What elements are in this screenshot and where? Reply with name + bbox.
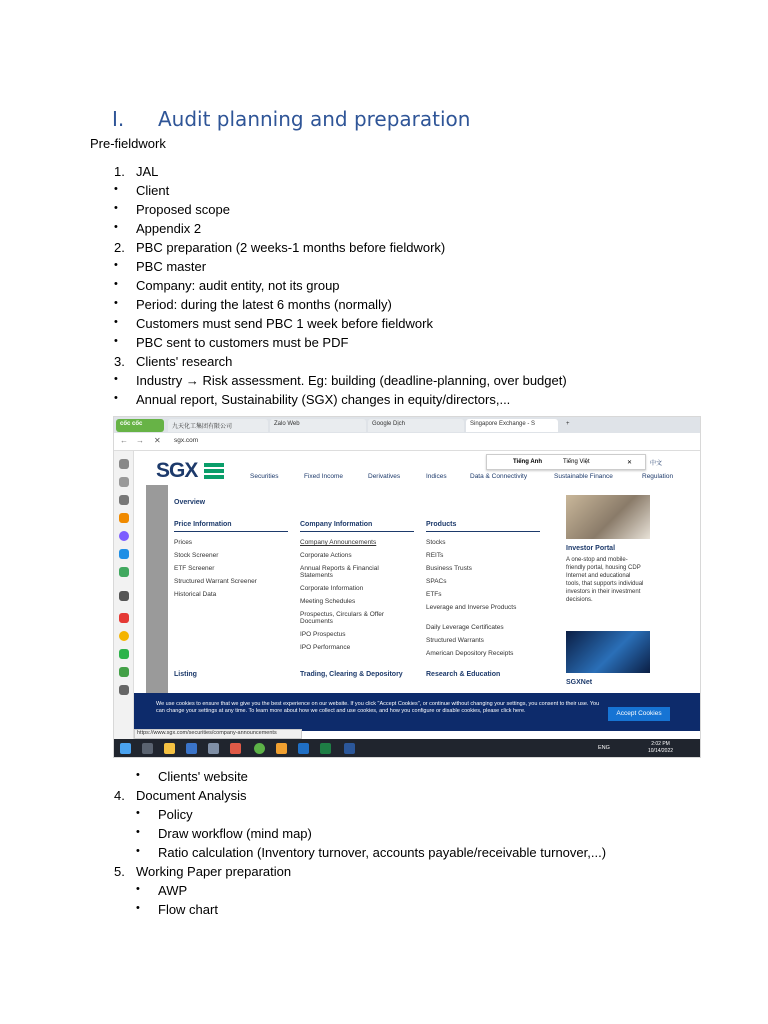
divider	[426, 531, 540, 532]
sgxnet-title[interactable]: SGXNet	[566, 679, 593, 686]
list-marker: •	[136, 807, 140, 819]
price-information-head[interactable]: Price Information	[174, 521, 232, 528]
word-icon[interactable]	[344, 743, 355, 754]
list-text: Appendix 2	[136, 221, 202, 236]
settings-icon[interactable]	[119, 459, 129, 469]
list-marker: •	[136, 769, 140, 781]
nav-indices[interactable]: Indices	[426, 473, 447, 480]
coin-icon[interactable]	[119, 631, 129, 641]
list-text: Period: during the latest 6 months (normally)	[136, 297, 392, 312]
history-icon[interactable]	[119, 477, 129, 487]
nav-fixed-income[interactable]: Fixed Income	[304, 473, 344, 480]
list-marker: •	[136, 883, 140, 895]
browser-tab-2[interactable]: Zalo Web	[270, 419, 366, 432]
list-marker: •	[114, 259, 118, 271]
overview-link[interactable]: Overview	[174, 499, 206, 506]
sgx-logo[interactable]: SGX	[156, 459, 198, 482]
list-marker: •	[114, 183, 118, 195]
products-link[interactable]: American Depository Receipts	[426, 650, 514, 657]
extension-icon[interactable]	[119, 649, 129, 659]
browser-tab-3[interactable]: Google Dịch	[368, 419, 464, 432]
products-link[interactable]: REITs	[426, 552, 444, 559]
notes-icon[interactable]	[119, 495, 129, 505]
app-icon-2[interactable]	[230, 743, 241, 754]
new-tab-icon[interactable]: +	[566, 421, 570, 427]
embedded-screenshot	[113, 416, 701, 758]
company-link[interactable]: Corporate Information	[300, 585, 364, 592]
price-link[interactable]: Historical Data	[174, 591, 217, 598]
list-marker: •	[136, 902, 140, 914]
list-text: Working Paper preparation	[136, 864, 292, 879]
list-text: PBC master	[136, 259, 207, 274]
lang-english[interactable]: Tiếng Anh	[513, 459, 542, 465]
list-marker: •	[136, 845, 140, 857]
list-marker: •	[114, 335, 118, 347]
browser-tab-1[interactable]: 九天化工集团有限公司	[168, 419, 268, 432]
list-marker: •	[114, 297, 118, 309]
nav-derivatives[interactable]: Derivatives	[368, 473, 401, 480]
company-link[interactable]: IPO Prospectus	[300, 631, 346, 638]
shopping-icon[interactable]	[119, 613, 129, 623]
products-link[interactable]: SPACs	[426, 578, 447, 585]
price-link[interactable]: Stock Screener	[174, 552, 219, 559]
list-text: Clients' research	[136, 354, 233, 369]
heading-title: Audit planning and preparation	[158, 107, 471, 131]
list-marker: 3.	[114, 354, 125, 369]
clock-time: 2:02 PM	[651, 741, 670, 747]
listing-head[interactable]: Listing	[174, 671, 197, 678]
nav-data[interactable]: Data & Connectivity	[470, 473, 528, 480]
divider	[300, 531, 414, 532]
teams-icon[interactable]	[186, 743, 197, 754]
accept-cookies-button[interactable]: Accept Cookies	[608, 707, 670, 721]
app-icon[interactable]	[208, 743, 219, 754]
taskbar-clock[interactable]	[648, 741, 673, 755]
messenger-icon[interactable]	[119, 531, 129, 541]
list-text: Client	[136, 183, 170, 198]
research-head[interactable]: Research & Education	[426, 671, 501, 678]
list-text: PBC sent to customers must be PDF	[136, 335, 349, 350]
excel-icon[interactable]	[320, 743, 331, 754]
outlook-icon[interactable]	[298, 743, 309, 754]
app-icon-3[interactable]	[276, 743, 287, 754]
company-link[interactable]: Corporate Actions	[300, 552, 352, 559]
url-text[interactable]: sgx.com	[174, 437, 199, 444]
sgx-logo-bars-icon	[204, 463, 224, 481]
add-icon[interactable]	[119, 591, 129, 601]
list-text: Proposed scope	[136, 202, 230, 217]
nav-sustainable[interactable]: Sustainable Finance	[554, 473, 613, 480]
forward-icon[interactable]: →	[136, 436, 144, 445]
windows-taskbar	[114, 739, 701, 758]
list-marker: 1.	[114, 164, 125, 179]
browser-tab-4[interactable]: Singapore Exchange - S	[466, 419, 558, 432]
list-text: Annual report, Sustainability (SGX) changes in equity/directors,...	[136, 392, 511, 407]
company-link[interactable]: Meeting Schedules	[300, 598, 356, 605]
list-marker: •	[114, 202, 118, 214]
list-marker: •	[114, 392, 118, 404]
crown-icon[interactable]	[119, 513, 129, 523]
list-marker: 2.	[114, 240, 125, 255]
list-marker: 4.	[114, 788, 125, 803]
close-translate-icon[interactable]: ✕	[627, 460, 633, 466]
list-text: Industry → Risk assessment. Eg: building (deadline-planning, over budget)	[136, 373, 567, 388]
company-link[interactable]: Company Announcements	[300, 539, 377, 546]
lang-vietnamese[interactable]: Tiếng Việt	[563, 459, 590, 465]
close-icon[interactable]: ✕	[154, 436, 161, 445]
browser-tabbar	[114, 417, 701, 433]
trading-head[interactable]: Trading, Clearing & Depository	[300, 671, 403, 678]
address-bar	[114, 433, 701, 451]
list-text: Company: audit entity, not its group	[136, 278, 340, 293]
company-link[interactable]: Annual Reports & Financial Statements	[300, 565, 379, 579]
list-text: Document Analysis	[136, 788, 247, 803]
products-link[interactable]: Structured Warrants	[426, 637, 484, 644]
list-text: PBC preparation (2 weeks-1 months before fieldwork)	[136, 240, 446, 255]
list-text: Ratio calculation (Inventory turnover, accounts payable/receivable turnover,...)	[158, 845, 607, 860]
company-link[interactable]: IPO Performance	[300, 644, 351, 651]
bell-icon[interactable]	[119, 685, 129, 695]
products-link[interactable]: Business Trusts	[426, 565, 472, 572]
list-text: Customers must send PBC 1 week before fieldwork	[136, 316, 433, 331]
section-heading	[112, 107, 470, 131]
list-text: Policy	[158, 807, 193, 822]
sgxnet-image[interactable]	[566, 631, 650, 673]
clock-date: 10/14/2022	[648, 748, 674, 754]
list-marker: •	[114, 373, 118, 385]
divider	[174, 531, 288, 532]
tray-lang[interactable]: ENG	[598, 745, 610, 751]
leaf-icon[interactable]	[119, 667, 129, 677]
investor-portal-desc: A one-stop and mobile-friendly portal, housing CDP Internet and educational tools, that supports individual investors in their investment decisions.	[566, 557, 644, 603]
price-link[interactable]: Structured Warrant Screener	[174, 578, 257, 585]
back-icon[interactable]: ←	[120, 436, 128, 445]
list-marker: •	[136, 826, 140, 838]
heading-number: I.	[112, 107, 125, 131]
list-marker: 5.	[114, 864, 125, 879]
company-information-head[interactable]: Company Information	[300, 521, 373, 528]
nav-regulation[interactable]: Regulation	[642, 473, 674, 480]
cookie-text: We use cookies to ensure that we give you the best experience on our website. If you click "Accept Cookies", or continue without changing your settings, you consent to their use. You can change your settings at any time. To learn more about how we collect and use cookies, and how you configure or disable cookies, please click here.	[156, 701, 600, 714]
list-text: Clients' website	[158, 769, 248, 784]
subheading: Pre-fieldwork	[90, 136, 166, 151]
search-icon[interactable]	[142, 743, 153, 754]
price-link[interactable]: ETF Screener	[174, 565, 215, 572]
coccoc-brand[interactable]: cốc cốc	[116, 419, 164, 432]
list-marker: •	[114, 278, 118, 290]
lang-chinese[interactable]: 中文	[650, 461, 663, 467]
products-link[interactable]: Daily Leverage Certificates	[426, 624, 504, 631]
products-link[interactable]: Leverage and Inverse Products	[426, 604, 517, 611]
products-link[interactable]: ETFs	[426, 591, 442, 598]
file-explorer-icon[interactable]	[164, 743, 175, 754]
list-text: Flow chart	[158, 902, 218, 917]
investor-portal-title[interactable]: Investor Portal	[566, 545, 616, 552]
translate-bar	[486, 454, 646, 470]
list-marker: •	[114, 221, 118, 233]
status-url: https://www.sgx.com/securities/company-announcements	[134, 729, 302, 739]
price-link[interactable]: Prices	[174, 539, 193, 546]
cookie-banner	[134, 693, 701, 731]
products-head[interactable]: Products	[426, 521, 457, 528]
company-link[interactable]: Prospectus, Circulars & Offer Documents	[300, 611, 385, 625]
zalo-icon[interactable]	[119, 549, 129, 559]
list-marker: •	[114, 316, 118, 328]
list-text: JAL	[136, 164, 159, 179]
game-icon[interactable]	[119, 567, 129, 577]
products-link[interactable]: Stocks	[426, 539, 446, 546]
windows-start-icon[interactable]	[120, 743, 131, 754]
browser-sidebar	[114, 451, 134, 739]
investor-portal-image[interactable]	[566, 495, 650, 539]
coccoc-icon[interactable]	[254, 743, 265, 754]
list-text: AWP	[158, 883, 188, 898]
nav-securities[interactable]: Securities	[250, 473, 279, 480]
list-text: Draw workflow (mind map)	[158, 826, 312, 841]
